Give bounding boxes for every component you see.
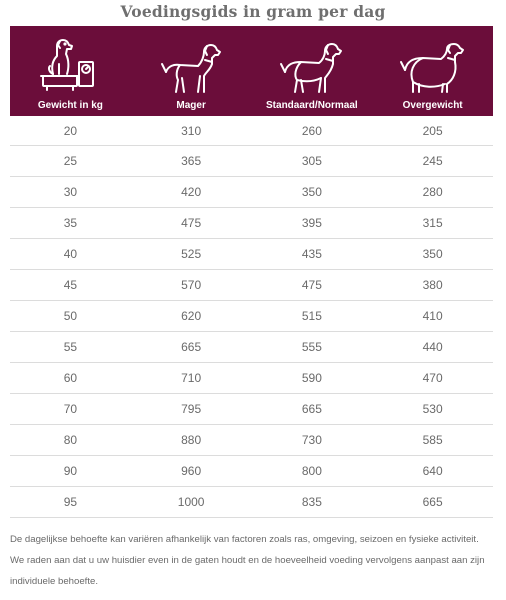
thin-dog-icon [160,42,222,100]
table-row [10,425,493,456]
table-row [10,146,493,177]
thin-cell: 710 [181,371,202,385]
header-overweight [372,26,493,116]
weight-cell: 25 [63,154,78,168]
overweight-cell: 665 [422,495,443,509]
table-row [10,177,493,208]
header-weight [10,26,131,116]
thin-cell: 525 [181,247,202,261]
overweight-cell: 410 [422,309,443,323]
normal-cell: 590 [301,371,322,385]
normal-cell: 835 [301,495,322,509]
weight-cell: 40 [63,247,78,261]
thin-cell: 795 [181,402,202,416]
weight-cell: 55 [63,340,78,354]
normal-cell: 435 [301,247,322,261]
page-title: Voedingsgids in gram per dag [120,2,386,21]
weight-cell: 70 [63,402,78,416]
footnote-text: De dagelijkse behoefte kan variëren afhankelijk van factoren zoals ras, omgeving, seizoen en fysieke activiteit. We raden aan dat u uw huisdier even in de gaten houdt en de hoeveelheid voeding vervolgens aanpast aan zijn individuele behoefte. [10,534,485,587]
weight-cell: 35 [63,216,78,230]
header-label: Standaard/Normaal [266,100,358,111]
normal-cell: 350 [301,185,322,199]
thin-cell: 310 [181,123,202,138]
header-label: Gewicht in kg [37,100,103,111]
thin-cell: 365 [181,154,202,168]
table-header [10,26,493,116]
feeding-table [10,26,493,518]
thin-cell: 475 [181,216,202,230]
normal-dog-icon [279,42,345,100]
normal-cell: 515 [301,309,322,323]
weight-cell: 90 [63,464,78,478]
overweight-cell: 380 [422,278,443,292]
header-thin [131,26,252,116]
table-row [10,116,493,146]
overweight-dog-icon [399,42,467,100]
table-row [10,301,493,332]
header-label: Mager [176,100,206,111]
thin-cell: 1000 [177,495,205,509]
thin-cell: 880 [181,433,202,447]
normal-cell: 555 [301,340,322,354]
overweight-cell: 440 [422,340,443,354]
weight-cell: 30 [63,185,78,199]
normal-cell: 260 [301,123,322,138]
dog-on-scale-icon [39,36,101,94]
weight-cell: 60 [63,371,78,385]
overweight-cell: 205 [422,123,443,138]
table-row [10,394,493,425]
overweight-cell: 470 [422,371,443,385]
weight-cell: 95 [63,495,78,509]
normal-cell: 475 [301,278,322,292]
thin-cell: 665 [181,340,202,354]
table-row [10,270,493,301]
thin-cell: 420 [181,185,202,199]
header-normal [252,26,373,116]
table-row [10,363,493,394]
normal-cell: 800 [301,464,322,478]
normal-cell: 305 [301,154,322,168]
overweight-cell: 585 [422,433,443,447]
overweight-cell: 350 [422,247,443,261]
overweight-cell: 530 [422,402,443,416]
normal-cell: 665 [301,402,322,416]
thin-cell: 960 [181,464,202,478]
table-row [10,208,493,239]
table-body [10,116,493,518]
overweight-cell: 640 [422,464,443,478]
table-row [10,332,493,363]
normal-cell: 395 [301,216,322,230]
weight-cell: 80 [63,433,78,447]
table-row [10,239,493,270]
table-row [10,456,493,487]
table-row [10,487,493,518]
thin-cell: 620 [181,309,202,323]
weight-cell: 50 [63,309,78,323]
overweight-cell: 315 [422,216,443,230]
weight-cell: 20 [63,123,78,138]
weight-cell: 45 [63,278,78,292]
normal-cell: 730 [301,433,322,447]
thin-cell: 570 [181,278,202,292]
overweight-cell: 245 [422,154,443,168]
header-label: Overgewicht [402,100,463,111]
overweight-cell: 280 [422,185,443,199]
